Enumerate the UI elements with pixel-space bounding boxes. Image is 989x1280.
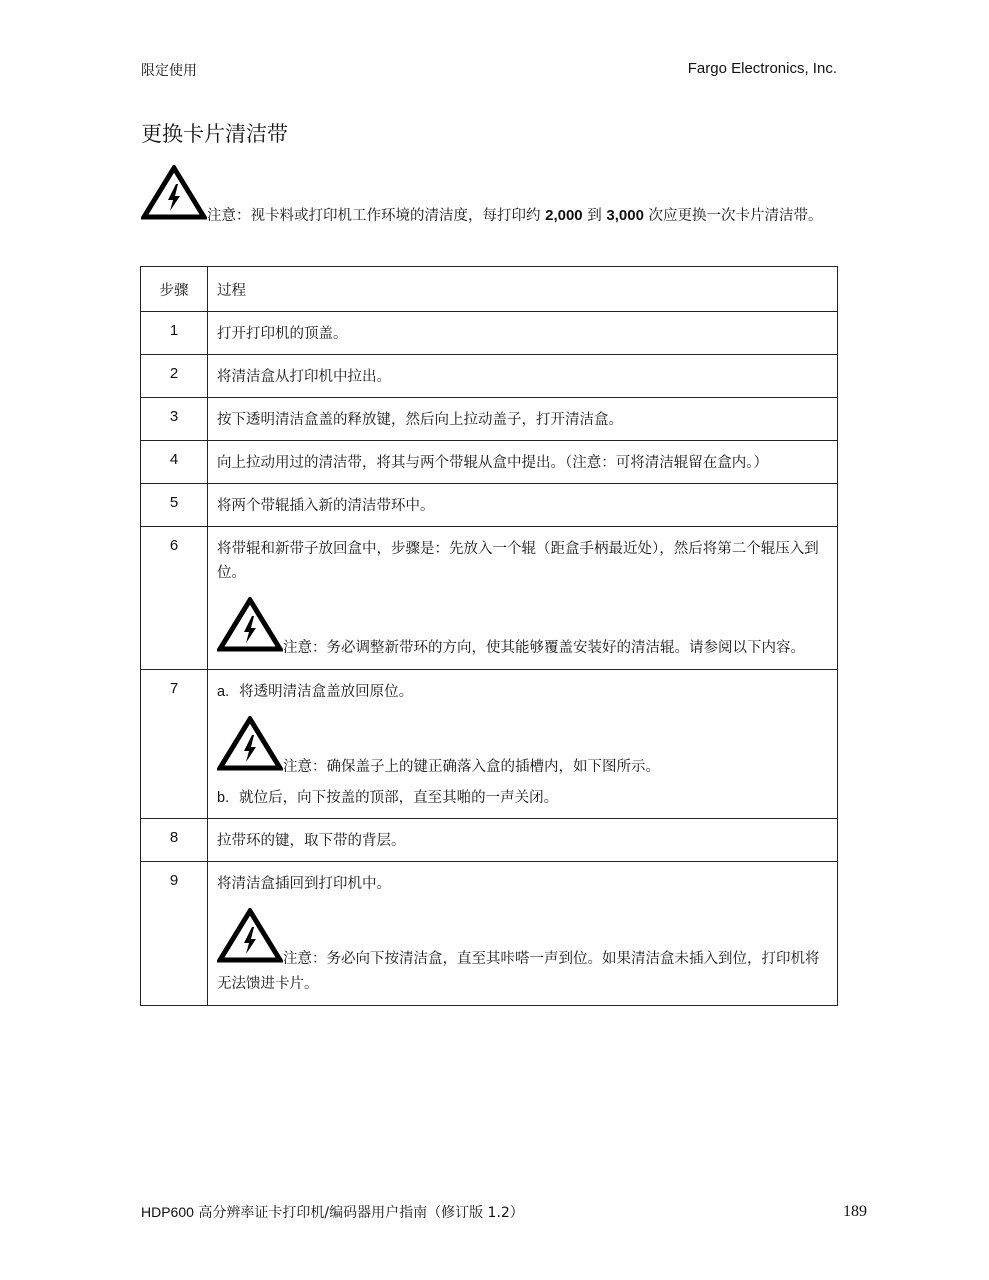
top-warning-note — [141, 165, 876, 229]
table-row — [141, 441, 838, 484]
step-text: 将两个带辊插入新的清洁带环中。 — [208, 484, 838, 527]
note-text: ：视卡料或打印机工作环境的清洁度，每打印约 — [236, 208, 546, 224]
note-mid: 到 — [582, 208, 607, 224]
step-warning-note — [217, 597, 827, 661]
note-text: 注意：确保盖子上的键正确落入盒的插槽内，如下图所示。 — [283, 759, 660, 775]
table-row — [141, 312, 838, 355]
step-cell — [208, 670, 838, 819]
warning-icon — [141, 165, 207, 229]
header-right: Fargo Electronics, Inc. — [687, 60, 837, 77]
note-num-2: 3,000 — [606, 207, 644, 224]
sub-label: a. — [217, 684, 230, 700]
page-number: 189 — [843, 1203, 867, 1220]
step-cell — [208, 862, 838, 1006]
table-row — [141, 355, 838, 398]
table-header-row — [141, 267, 838, 312]
sub-text: 将透明清洁盒盖放回原位。 — [239, 684, 414, 700]
warning-icon — [217, 716, 283, 780]
table-row — [141, 484, 838, 527]
step-warning-note — [217, 716, 827, 780]
step-text: 按下透明清洁盒盖的释放键，然后向上拉动盖子，打开清洁盒。 — [208, 398, 838, 441]
step-number: 1 — [141, 312, 208, 355]
sub-text: 就位后，向下按盖的顶部，直至其啪的一声关闭。 — [239, 790, 559, 806]
footer-model: HDP600 — [141, 1204, 194, 1220]
warning-icon — [217, 908, 283, 972]
header-process: 过程 — [208, 267, 838, 312]
step-number: 8 — [141, 819, 208, 862]
steps-table — [140, 266, 838, 1006]
note-text-after: 次应更换一次卡片清洁带。 — [643, 208, 823, 224]
warning-icon — [217, 597, 283, 661]
footer-text — [141, 1202, 524, 1222]
table-row — [141, 819, 838, 862]
step-number: 7 — [141, 670, 208, 819]
note-num-1: 2,000 — [545, 207, 583, 224]
step-text: 将清洁盒从打印机中拉出。 — [208, 355, 838, 398]
step-text: 将清洁盒插回到打印机中。 — [217, 876, 391, 892]
step-number: 3 — [141, 398, 208, 441]
table-row — [141, 398, 838, 441]
step-number: 4 — [141, 441, 208, 484]
header-step: 步骤 — [141, 267, 208, 312]
step-cell — [208, 527, 838, 670]
step-text: 将带辊和新带子放回盒中，步骤是：先放入一个辊（距盒手柄最近处），然后将第二个辊压入到位。 — [217, 541, 819, 581]
table-row — [141, 862, 838, 1006]
sub-item-a — [217, 680, 827, 704]
step-number: 5 — [141, 484, 208, 527]
step-text: 打开打印机的顶盖。 — [208, 312, 838, 355]
step-text: 拉带环的键，取下带的背层。 — [208, 819, 838, 862]
step-number: 9 — [141, 862, 208, 1006]
table-row — [141, 527, 838, 670]
sub-label: b. — [217, 790, 230, 806]
step-text: 向上拉动用过的清洁带，将其与两个带辊从盒中提出。（注意：可将清洁辊留在盒内。） — [208, 441, 838, 484]
step-number: 2 — [141, 355, 208, 398]
footer-title: 高分辨率证卡打印机/编码器用户指南（修订版 1.2） — [193, 1205, 524, 1221]
page-title: 更换卡片清洁带 — [141, 122, 288, 146]
table-row — [141, 670, 838, 819]
note-text: 注意：务必向下按清洁盒，直至其咔嗒一声到位。如果清洁盒未插入到位，打印机将无法馈进卡片。 — [217, 951, 820, 992]
step-warning-note — [217, 908, 827, 997]
sub-item-b — [217, 786, 827, 810]
header-left: 限定使用 — [141, 63, 197, 79]
note-label: 注意 — [207, 208, 236, 224]
step-number: 6 — [141, 527, 208, 670]
note-text: 注意：务必调整新带环的方向，使其能够覆盖安装好的清洁辊。请参阅以下内容。 — [283, 640, 805, 656]
